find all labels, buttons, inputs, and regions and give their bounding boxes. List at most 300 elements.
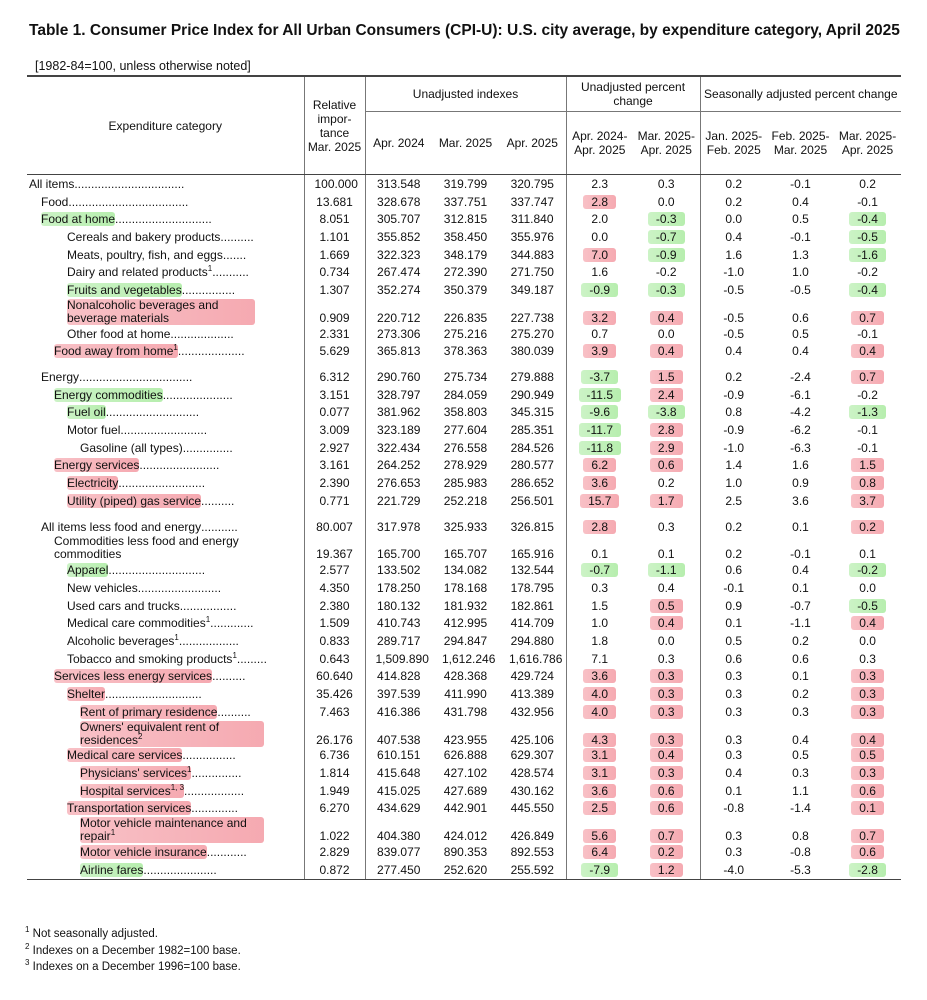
value-cell [566,817,633,843]
value: 1.669 [319,247,350,262]
value: 0.3 [650,687,683,701]
value-cell [700,457,767,475]
value-cell [767,632,834,650]
value: -4.2 [790,405,811,420]
value-cell [633,843,700,861]
value-cell [499,597,566,615]
value-cell [499,561,566,579]
value-cell [365,193,432,211]
category-label [67,299,255,325]
value: 0.7 [851,370,884,384]
category-text: Transportation services [67,801,192,816]
value: 0.734 [319,265,350,280]
value: 378.363 [443,344,488,359]
value-cell [834,457,901,475]
value: 2.9 [650,441,683,455]
value: 275.734 [443,370,488,385]
value: 227.738 [510,310,554,325]
value: -6.1 [790,387,811,402]
value: -0.1 [790,229,811,244]
value: 0.1 [725,616,743,631]
value-cell [633,325,700,343]
category-cell [27,421,304,439]
category-label [67,265,212,279]
value-cell [633,263,700,281]
category-label [80,817,264,843]
value: 0.3 [657,519,675,534]
table-row [27,561,901,579]
value-cell [432,632,499,650]
value: 1.5 [650,370,683,384]
value-cell [834,561,901,579]
value-cell [566,650,633,668]
value: -5.3 [790,862,811,877]
value: 445.550 [510,801,554,816]
value-cell [834,703,901,721]
value-cell [633,439,700,457]
footnote-ref: 1 [187,765,192,775]
value-cell [499,175,566,193]
leader-dots: .......................... [120,423,208,438]
value: 165.916 [510,547,554,562]
value-cell [767,263,834,281]
value: 0.0 [725,212,743,227]
value: 294.880 [510,633,554,648]
value: 26.176 [316,732,353,747]
value: 80.007 [316,519,353,534]
value-cell [566,193,633,211]
value: -7.9 [581,863,618,877]
value: -0.1 [857,194,878,209]
value: 0.1 [859,547,876,562]
category-text: Gasoline (all types) [80,440,183,455]
value: 0.2 [725,370,743,385]
value-cell [700,492,767,510]
value-cell [365,668,432,686]
category-text: Motor vehicle insurance [80,845,207,860]
category-text: Food [41,194,69,209]
value-cell [499,843,566,861]
value: 289.717 [377,633,421,648]
value-cell [700,561,767,579]
value: 5.6 [583,829,616,843]
category-cell [27,764,304,782]
value: 0.872 [319,862,350,877]
category-label [80,863,143,877]
value: 0.771 [319,493,350,508]
value: 0.4 [792,344,809,359]
category-label [80,766,191,780]
value-cell [767,175,834,193]
value: 413.389 [510,687,554,702]
value: 355.976 [510,229,554,244]
value-cell [566,861,633,879]
value: 6.4 [583,845,616,859]
value: 255.592 [510,862,554,877]
value-cell [834,228,901,246]
value: 0.3 [725,704,743,719]
value: 0.7 [851,829,884,843]
value-cell [834,817,901,843]
value: 434.629 [377,801,421,816]
value-cell [432,439,499,457]
value-cell [566,246,633,264]
leader-dots: ............. [210,616,254,631]
value: -0.7 [648,230,685,244]
category-label [67,581,138,595]
leader-dots: ................ [181,282,236,297]
value: -0.1 [723,580,745,595]
value: 1.6 [792,458,809,473]
value: -0.5 [849,599,886,613]
value: 0.3 [725,845,743,860]
header-col: Jan. 2025- Feb. 2025 [700,112,767,175]
value-cell [700,685,767,703]
value: 3.1 [583,748,616,762]
value: 178.168 [443,580,488,595]
table-row [27,535,901,561]
value: -0.5 [849,230,886,244]
category-cell [27,614,304,632]
value-cell [365,597,432,615]
value-cell [432,614,499,632]
value-cell [700,535,767,561]
table-row [27,439,901,457]
value: 0.8 [792,829,809,844]
value-cell [432,800,499,818]
value-cell [633,175,700,193]
footnote-ref: 1 [173,343,178,353]
value-cell [633,747,700,765]
value-cell [566,579,633,597]
category-cell [27,561,304,579]
value-cell [304,703,365,721]
value-cell [767,703,834,721]
value-cell [499,632,566,650]
value: 0.3 [851,669,884,683]
value: 0.1 [851,801,884,815]
value-cell [566,281,633,299]
category-label [80,845,207,859]
value: 839.077 [377,845,421,860]
value-cell [365,650,432,668]
value-cell [499,421,566,439]
value-cell [700,343,767,361]
value: -0.1 [790,547,811,562]
value: 6.270 [319,801,350,816]
value: 626.888 [443,748,488,763]
leader-dots: .......... [212,669,246,684]
value-cell [566,457,633,475]
value-cell [304,518,365,536]
value-cell [767,535,834,561]
value-cell [767,747,834,765]
value-cell [499,650,566,668]
value: -0.2 [857,265,878,280]
value-cell [700,193,767,211]
cpi-table [27,75,900,880]
value: 0.0 [591,229,609,244]
value-cell [633,764,700,782]
value: 284.526 [510,440,554,455]
value: 0.4 [792,563,809,578]
value: 0.4 [725,766,743,781]
category-text: Fruits and vegetables [67,282,182,297]
value-cell [304,632,365,650]
category-cell [27,843,304,861]
value-cell [633,228,700,246]
category-label [67,634,179,648]
value: 2.8 [583,195,616,209]
value: 317.978 [377,519,421,534]
value: -0.9 [723,423,745,438]
value-cell [304,650,365,668]
value: 0.4 [657,580,675,595]
value: 0.0 [657,194,675,209]
value-cell [304,668,365,686]
value-cell [834,299,901,325]
value: 322.323 [377,247,421,262]
value: 134.082 [443,563,488,578]
value: 2.0 [591,212,609,227]
value: 256.501 [510,493,554,508]
leader-dots: .............. [191,801,238,816]
value-cell [304,228,365,246]
table-subtitle: [1982-84=100, unless otherwise noted] [35,59,251,73]
header-col: Feb. 2025- Mar. 2025 [767,112,834,175]
value-cell [834,386,901,404]
value-cell [365,782,432,800]
value: 178.250 [377,580,421,595]
value-cell [633,299,700,325]
value: -1.4 [790,801,811,816]
value: 4.350 [319,580,350,595]
value: 0.0 [859,580,876,595]
leader-dots: .......... [220,229,254,244]
value-cell [633,614,700,632]
value-cell [566,721,633,747]
value: 0.3 [657,176,675,191]
value-cell [566,782,633,800]
value-cell [432,193,499,211]
value: 3.151 [319,387,350,402]
category-text: Energy commodities [54,387,163,402]
leader-dots: ................. [179,598,237,613]
value-cell [700,404,767,422]
footnote-ref: 1 [174,632,179,642]
value: -1.6 [849,248,886,262]
value-cell [304,614,365,632]
value: 1.2 [650,863,683,877]
value-cell [834,421,901,439]
value-cell [566,703,633,721]
footnote-mark: 2 [25,941,30,951]
value: 277.604 [443,423,488,438]
value-cell [834,474,901,492]
value: 1.5 [851,458,884,472]
value: -6.2 [790,423,811,438]
value: 2.4 [650,388,683,402]
value: -3.7 [581,370,618,384]
category-text: Food away from home [54,344,174,359]
value: 6.736 [319,748,350,763]
value: 0.2 [792,687,809,702]
value-cell [365,721,432,747]
value: 2.331 [319,326,350,341]
value-cell [304,386,365,404]
value-cell [767,764,834,782]
footnote-ref: 1 [232,650,237,660]
value: -1.3 [849,405,886,419]
value-cell [834,764,901,782]
value-cell [566,404,633,422]
value-cell [633,386,700,404]
value-cell [365,299,432,325]
value-cell [499,747,566,765]
value: 100.000 [314,176,358,191]
table-row [27,782,901,800]
category-cell [27,457,304,475]
value-cell [834,343,901,361]
value: 0.3 [650,705,683,719]
value: 414.709 [510,616,554,631]
value-cell [834,175,901,193]
value-cell [633,343,700,361]
category-cell [27,703,304,721]
value-cell [432,561,499,579]
value: 0.6 [792,651,809,666]
value-cell [767,210,834,228]
value-cell [365,703,432,721]
value: 275.216 [443,326,488,341]
category-cell [27,175,304,193]
value: 426.849 [510,829,554,844]
value: 2.577 [319,563,350,578]
value: -0.9 [723,387,745,402]
value: 326.815 [510,519,554,534]
value: 7.0 [583,248,616,262]
value-cell [432,228,499,246]
table-row [27,492,901,510]
value: -0.7 [790,598,811,613]
value-cell [767,561,834,579]
category-cell [27,535,304,561]
value-cell [700,747,767,765]
value: 425.106 [510,732,554,747]
value: 0.4 [792,732,809,747]
value-cell [700,228,767,246]
category-cell [27,817,304,843]
value: 411.990 [444,687,487,702]
value: 629.307 [510,748,554,763]
value: 5.629 [319,344,350,359]
value-cell [834,668,901,686]
value-cell [432,817,499,843]
value: 3.7 [851,494,884,508]
value-cell [767,404,834,422]
value-cell [304,747,365,765]
value: 0.2 [725,194,743,209]
value: 427.102 [443,766,488,781]
category-label [67,748,182,762]
value-cell [499,764,566,782]
value-cell [499,299,566,325]
value-cell [767,782,834,800]
value: 0.7 [591,326,609,341]
value-cell [432,368,499,386]
value: 2.3 [591,176,609,191]
header-category: Expenditure category [27,76,304,175]
category-cell [27,210,304,228]
leader-dots: ......................... [137,580,222,595]
value-cell [834,800,901,818]
value: 416.386 [377,704,421,719]
leader-dots: .......................... [118,476,206,491]
value: -0.5 [723,326,745,341]
value-cell [633,474,700,492]
table-body [27,175,901,880]
value-cell [700,368,767,386]
leader-dots: ........... [201,519,238,534]
value: 19.367 [316,547,353,562]
footnotes [25,926,241,976]
value: 1.0 [591,616,609,631]
value-cell [499,861,566,879]
value: 0.8 [851,476,884,490]
value-cell [633,457,700,475]
value-cell [432,263,499,281]
value-cell [566,561,633,579]
value-cell [432,843,499,861]
value-cell [633,561,700,579]
value-cell [767,439,834,457]
value: 252.620 [443,862,488,877]
value: 275.270 [510,326,554,341]
value: 305.707 [377,212,421,227]
value-cell [700,721,767,747]
value-cell [365,474,432,492]
value-cell [700,210,767,228]
value: 2.927 [319,440,350,455]
value-cell [700,597,767,615]
table-row [27,685,901,703]
value: 0.4 [650,344,683,358]
table-row [27,404,901,422]
table-row [27,210,901,228]
value: 2.380 [319,598,350,613]
category-text: Apparel [67,563,109,578]
value: 1.0 [725,476,743,491]
value: 415.648 [377,766,421,781]
value-cell [365,843,432,861]
value: 410.743 [377,616,421,631]
category-text: New vehicles [67,580,138,595]
value: 412.995 [443,616,488,631]
footnote-text: Not seasonally adjusted. [32,928,158,940]
value: 325.933 [443,519,488,534]
category-cell [27,299,304,325]
category-text: Meats, poultry, fish, and eggs [67,247,223,262]
table-row [27,175,901,193]
value-cell [499,457,566,475]
category-text: Airline fares [80,862,144,877]
value: 2.5 [583,801,616,815]
category-label [67,687,105,701]
value: 276.558 [443,440,488,455]
value-cell [700,668,767,686]
header-col: Apr. 2024 [365,112,432,175]
value: 1,612.246 [442,651,496,666]
